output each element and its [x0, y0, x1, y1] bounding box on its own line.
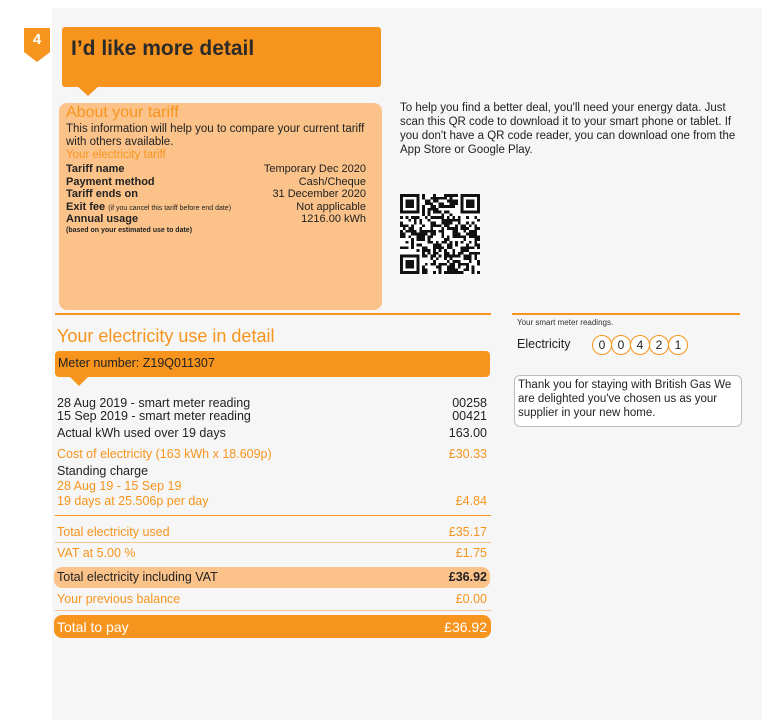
row-divider: [55, 542, 491, 543]
meter-number: Meter number: Z19Q011307: [58, 356, 215, 370]
page-number: 4: [32, 31, 42, 48]
total-used-row: [57, 525, 487, 540]
tariff-row-value: Temporary Dec 2020: [263, 163, 366, 175]
tariff-row-label: Exit fee: [66, 201, 106, 213]
qr-description: To help you find a better deal, you'll need your energy data. Just scan this QR code to download it to your smart phone or tablet. If you don't have a QR code reader, you can download one from the App Store or Google Play.: [400, 102, 736, 156]
tariff-row-value: Cash/Cheque: [298, 176, 366, 188]
sidebar-divider: [512, 313, 740, 315]
standing-charge-label: Standing charge: [57, 464, 149, 478]
standing-charge-row: [57, 464, 487, 479]
reading-label: 28 Aug 2019 - smart meter reading: [57, 396, 251, 410]
total-used-label: Total electricity used: [57, 525, 170, 539]
tariff-description: This information will help you to compare your current tariff with others available.: [66, 123, 365, 148]
section-title: Your electricity use in detail: [57, 326, 275, 346]
tariff-row-label: Payment method: [66, 176, 155, 188]
tariff-row-value: 1216.00 kWh: [301, 213, 366, 225]
total-used-value: £35.17: [448, 525, 487, 539]
standing-period: 28 Aug 19 - 15 Sep 19: [57, 479, 182, 493]
section-divider: [55, 313, 491, 315]
actual-kwh-value: 163.00: [448, 426, 487, 440]
reading-label: 15 Sep 2019 - smart meter reading: [57, 409, 251, 423]
page-header: [62, 27, 381, 87]
standing-value: £4.84: [455, 494, 487, 508]
thanks-box: [514, 375, 742, 427]
reading-row-end: [57, 409, 487, 424]
tariff-row-name: [66, 163, 366, 176]
meter-number-bar: [55, 351, 490, 377]
meter-digit: 1: [668, 335, 688, 355]
tariff-row-value: 31 December 2020: [272, 188, 366, 200]
standing-period-row: [57, 479, 487, 494]
meter-digit: 4: [630, 335, 650, 355]
reading-value: 00258: [452, 396, 487, 410]
tariff-title: About your tariff: [66, 104, 179, 121]
tariff-box: [59, 103, 382, 310]
qr-code: [400, 194, 480, 274]
page-number-badge: [24, 28, 50, 62]
cost-value: £30.33: [448, 447, 487, 461]
tariff-row-ends: [66, 188, 366, 201]
cost-row: [57, 447, 487, 462]
vat-value: £1.75: [455, 546, 487, 560]
thanks-message: Thank you for staying with British Gas We are delighted you've chosen us as your supplier in your new home.: [518, 379, 732, 419]
tariff-row-label: Tariff name: [66, 163, 125, 175]
qr-code-graphic: [400, 194, 480, 274]
header-pointer: [76, 85, 100, 96]
tariff-row-label: Annual usage: [66, 213, 139, 225]
row-divider: [55, 610, 491, 611]
actual-kwh-label: Actual kWh used over 19 days: [57, 426, 226, 440]
tariff-row-annual-usage: [66, 213, 366, 226]
meter-digit: 0: [611, 335, 631, 355]
total-incl-vat-row: [57, 570, 487, 585]
total-incl-vat-value: £36.92: [448, 570, 487, 584]
tariff-subtitle: Your electricity tariff: [66, 149, 166, 161]
standing-detail-row: [57, 494, 487, 509]
previous-balance-row: [57, 592, 487, 607]
total-to-pay-label: Total to pay: [57, 619, 129, 635]
smart-meter-caption: Your smart meter readings.: [517, 318, 614, 327]
vat-row: [57, 546, 487, 561]
meter-digit: 0: [592, 335, 612, 355]
vat-label: VAT at 5.00 %: [57, 546, 136, 560]
total-to-pay-row: [57, 619, 487, 636]
meter-digit: 2: [649, 335, 669, 355]
usage-note: (based on your estimated use to date): [66, 227, 193, 234]
page-title: I’d like more detail: [71, 37, 255, 60]
meter-pointer: [69, 376, 89, 386]
cost-label: Cost of electricity (163 kWh x 18.609p): [57, 447, 272, 461]
previous-balance-label: Your previous balance: [57, 592, 181, 606]
tariff-row-label: Tariff ends on: [66, 188, 138, 200]
previous-balance-value: £0.00: [455, 592, 487, 606]
tariff-row-note: (if you cancel this tariff before end date): [108, 205, 232, 212]
total-to-pay-value: £36.92: [444, 619, 487, 635]
standing-detail: 19 days at 25.506p per day: [57, 494, 209, 508]
tariff-row-value: Not applicable: [296, 201, 366, 213]
smart-meter-label: Electricity: [517, 337, 571, 351]
actual-kwh-row: [57, 426, 487, 441]
total-incl-vat-label: Total electricity including VAT: [57, 570, 218, 584]
reading-value: 00421: [452, 409, 487, 423]
subtotal-divider: [55, 515, 491, 516]
